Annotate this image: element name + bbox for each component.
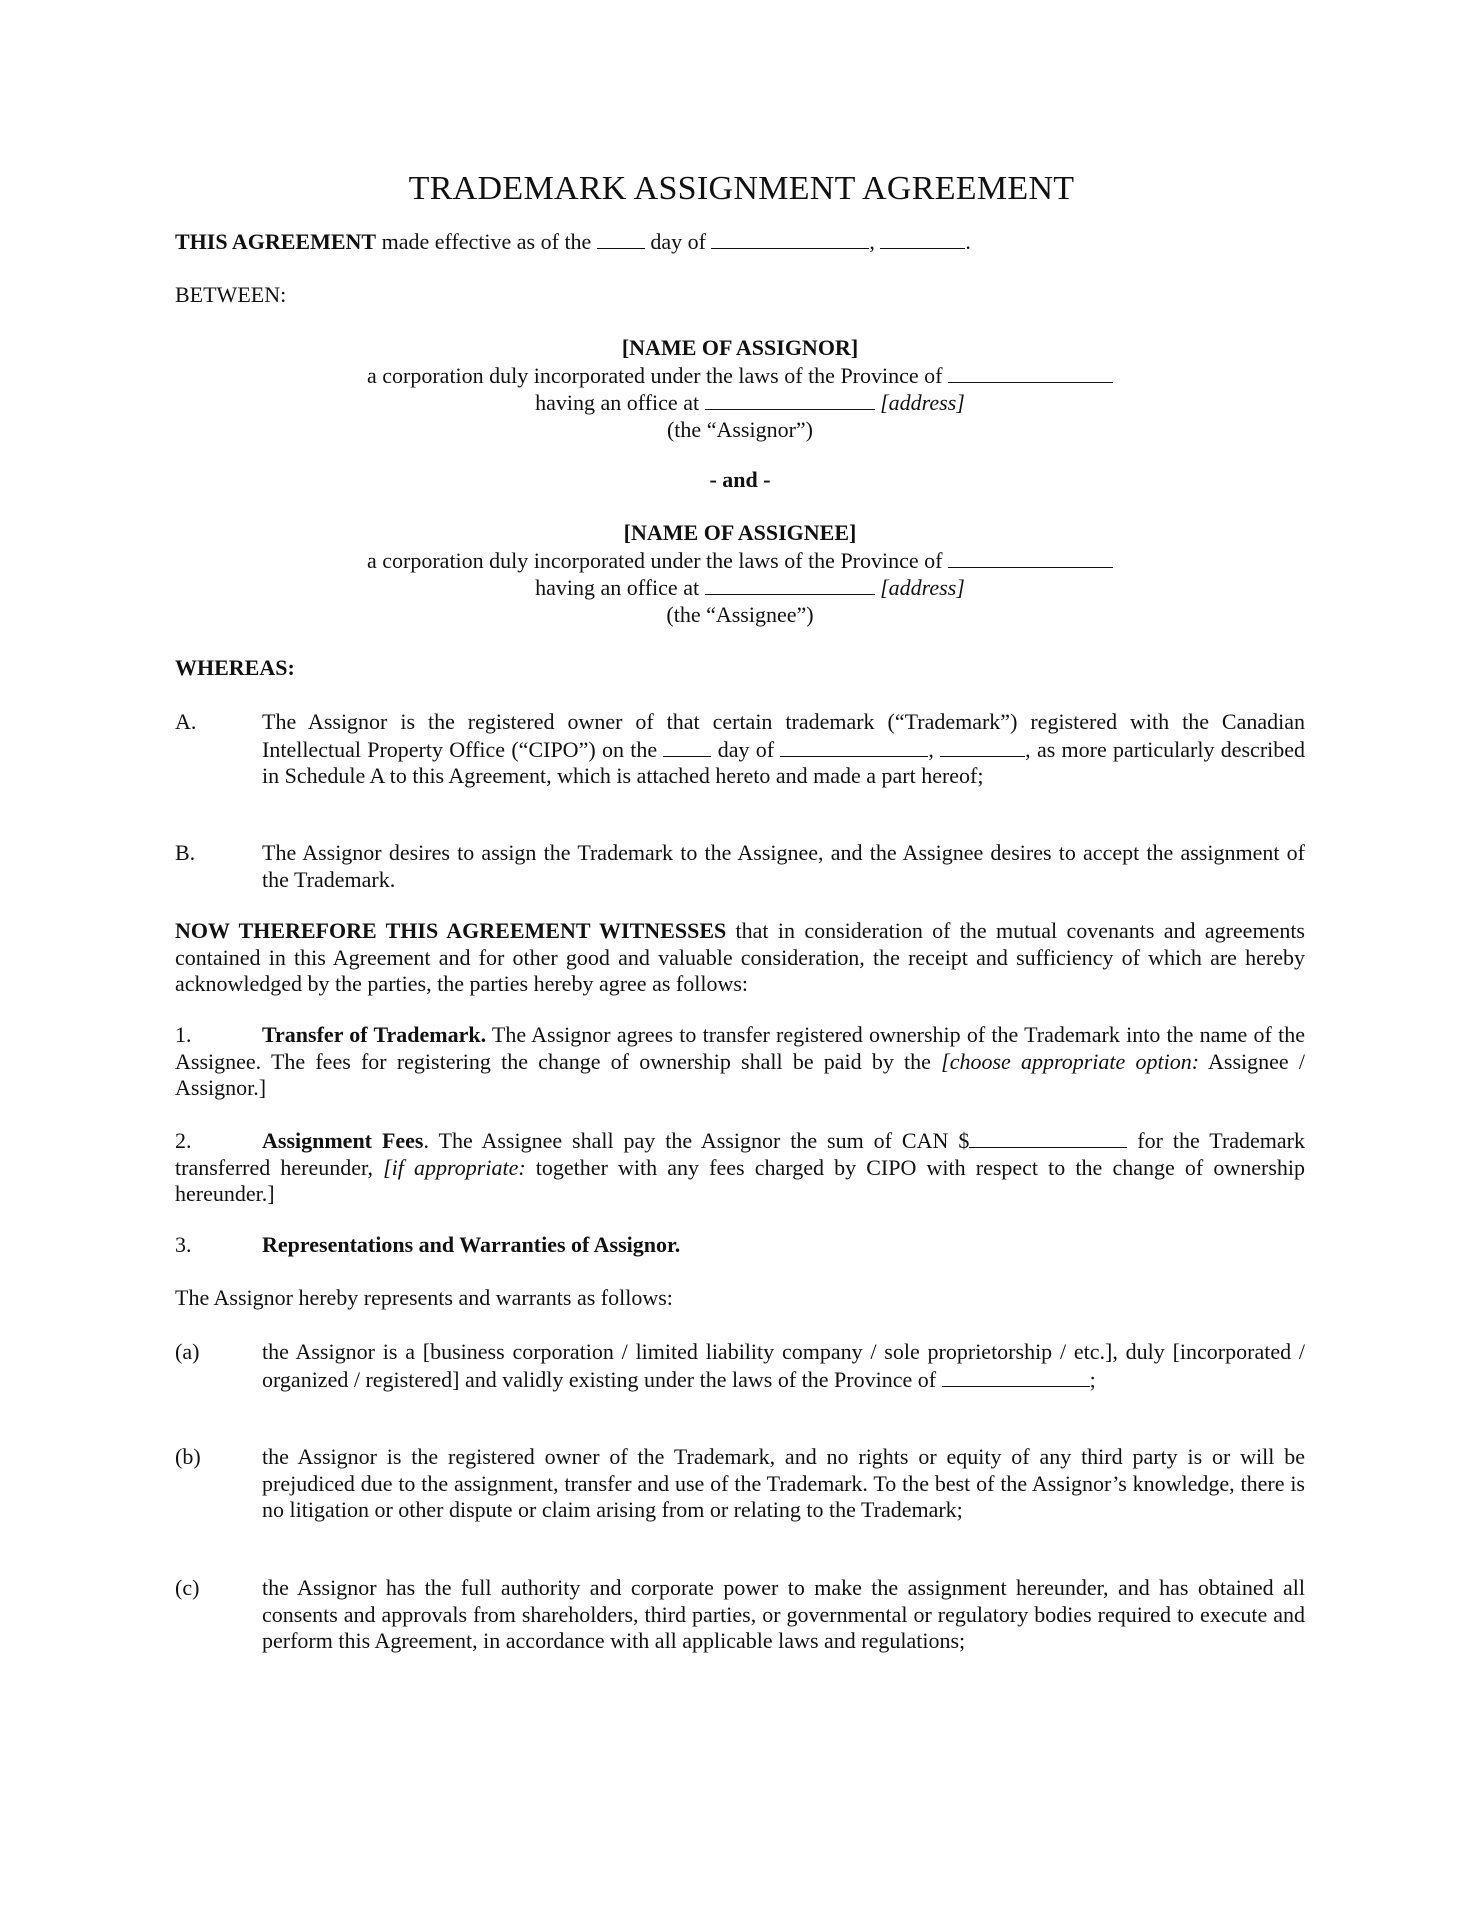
recital-b (175, 840, 1305, 893)
intro-paragraph (175, 228, 1305, 256)
warranty-text: the Assignor is a [business corporation / limited liability company / sole proprietorship / etc.], duly [incorporated / organized / registered] and validly existing under the laws of the Province of (262, 1339, 1305, 1392)
witnesseth-lead: NOW THEREFORE THIS AGREEMENT WITNESSES (175, 918, 727, 943)
warranty-c (175, 1575, 1305, 1655)
year-blank[interactable] (880, 228, 965, 249)
warranty-label: (a) (175, 1339, 200, 1364)
section-text: . The Assignee shall pay the Assignor the sum of CAN $ (423, 1128, 970, 1153)
section-option-hint: [if appropriate: (383, 1154, 526, 1180)
assignee-address-blank[interactable] (705, 574, 875, 595)
assignor-line1 (175, 362, 1305, 390)
cipo-day-blank[interactable] (663, 736, 711, 757)
section-number: 3. (175, 1232, 192, 1257)
assignor-defined: (the “Assignor”) (666, 416, 813, 442)
day-blank[interactable] (597, 228, 645, 249)
assignee-block (175, 520, 1305, 628)
document-title: TRADEMARK ASSIGNMENT AGREEMENT (408, 170, 1075, 207)
section-heading: Representations and Warranties of Assignor. (262, 1232, 681, 1257)
section-3 (175, 1232, 1305, 1259)
assignor-address-hint: [address] (874, 390, 965, 415)
warranties-intro: The Assignor hereby represents and warrants as follows: (175, 1285, 673, 1310)
whereas-label (175, 655, 1305, 682)
recital-text: day of (711, 736, 781, 762)
month-blank[interactable] (711, 228, 869, 249)
section-1 (175, 1022, 1305, 1102)
whereas-text: WHEREAS: (175, 655, 295, 680)
section-heading: Transfer of Trademark. (262, 1022, 487, 1047)
warranty-label: (c) (175, 1575, 200, 1600)
section-number: 2. (175, 1128, 192, 1153)
assignee-line1 (175, 547, 1305, 575)
section-text: for the Trademark transferred hereunder, (175, 1128, 1306, 1180)
section-option-hint: [choose appropriate option: (941, 1048, 1200, 1074)
section-heading: Assignment Fees (262, 1128, 424, 1153)
warranty-b (175, 1444, 1305, 1524)
intro-text: day of (644, 229, 712, 254)
between-label: BETWEEN: (175, 282, 287, 307)
warranty-text: the Assignor is the registered owner of the Trademark, and no rights or equity of any third party is or will be prejudiced due to the assignment, transfer and use of the Trademark. To the best of the Assignor’s knowledge, there is no litigation or other dispute or claim arising from or relating to the Trademark; (262, 1444, 1305, 1522)
intro-text: , (869, 229, 881, 254)
assignor-line2 (195, 389, 1305, 417)
witnesseth-paragraph (175, 918, 1305, 998)
assignee-province-blank[interactable] (948, 547, 1113, 568)
recital-label: B. (175, 840, 196, 865)
and-separator (175, 467, 1305, 494)
witnesseth-text: that in consideration of the mutual covenants and agreements contained in this Agreement and for other good and valuable consideration, the receipt and sufficiency of which are hereby acknowledged by the parties, the parties hereby agree as follows: (175, 918, 1305, 996)
recital-a (175, 709, 1305, 790)
fee-amount-blank[interactable] (969, 1127, 1127, 1148)
cipo-month-blank[interactable] (780, 736, 928, 757)
warranty-text: ; (1089, 1366, 1096, 1392)
assignor-address-blank[interactable] (705, 389, 875, 410)
section-number: 1. (175, 1022, 192, 1047)
cipo-year-blank[interactable] (940, 736, 1025, 757)
assignor-block (175, 335, 1305, 443)
assignee-name: [NAME OF ASSIGNEE] (623, 520, 857, 545)
assignee-defined: (the “Assignee”) (666, 601, 814, 627)
warranty-label: (b) (175, 1444, 201, 1469)
and-label: - and - (709, 467, 771, 492)
recital-label: A. (175, 709, 197, 734)
recital-text: The Assignor desires to assign the Trademark to the Assignee, and the Assignee desires to accept the assignment of the Trademark. (262, 840, 1305, 892)
assignee-line2 (195, 574, 1305, 602)
assignee-address-hint: [address] (874, 575, 965, 600)
section-text: together with any fees charged by CIPO with respect to the change of ownership hereunder.] (175, 1154, 1305, 1206)
section-2 (175, 1127, 1305, 1208)
warranty-a (175, 1339, 1305, 1393)
intro-text: made effective as of the (376, 229, 597, 254)
assignor-line2-text: having an office at (535, 390, 705, 415)
assignor-line1-text: a corporation duly incorporated under the laws of the Province of (367, 362, 948, 388)
section-text: Assignee / Assignor.] (175, 1048, 1305, 1100)
warranty-text: the Assignor has the full authority and corporate power to make the assignment hereunder, and has obtained all consents and approvals from shareholders, third parties, or governmental or regulatory bodies required to execute and perform this Agreement, in accordance with all applicable laws and regulations; (262, 1575, 1305, 1653)
assignor-province-blank[interactable] (948, 362, 1113, 383)
assignor-name: [NAME OF ASSIGNOR] (621, 335, 859, 360)
section-text: The Assignor agrees to transfer registered ownership of the Trademark into the name of the Assignee. The fees for registering the change of ownership shall be paid by the (175, 1022, 1305, 1074)
recital-text: , (928, 736, 941, 762)
assignee-line2-text: having an office at (535, 575, 705, 600)
recital-text: , as more particularly described in Schedule A to this Agreement, which is attached hereto and made a part hereof; (262, 736, 1306, 788)
assignee-line1-text: a corporation duly incorporated under the laws of the Province of (367, 547, 948, 573)
intro-lead: THIS AGREEMENT (175, 229, 377, 254)
warranty-province-blank[interactable] (942, 1366, 1090, 1387)
intro-text: . (965, 229, 971, 254)
recital-text: The Assignor is the registered owner of that certain trademark (“Trademark”) registered with the Canadian Intellectual Property Office (“CIPO”) on the (262, 709, 1305, 762)
